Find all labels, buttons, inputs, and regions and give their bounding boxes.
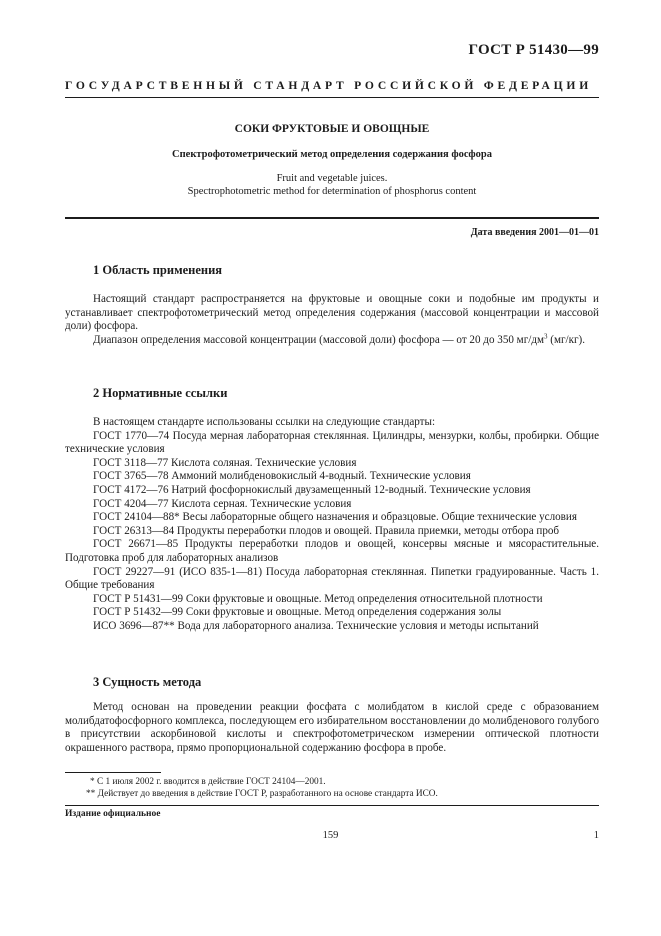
section-3-body [65, 701, 599, 755]
reference-item: ГОСТ 4172—76 Натрий фосфорнокислый двузамещенный 12-водный. Технические условия [93, 483, 531, 496]
reference-item: ГОСТ 24104—88* Весы лабораторные общего назначения и образцовые. Общие технические условия [93, 511, 577, 524]
footnotes [65, 776, 599, 800]
section-3-heading: 3 Сущность метода [93, 675, 202, 689]
introduction-date: Дата введения 2001—01—01 [470, 227, 599, 238]
reference-item: ГОСТ 1770—74 Посуда мерная лабораторная стеклянная. Цилиндры, мензурки, колбы, пробирки. Общие технические условия [65, 429, 599, 456]
english-title-line-1: Fruit and vegetable juices. [276, 173, 388, 184]
reference-item: ГОСТ 4204—77 Кислота серная. Технические условия [93, 497, 352, 510]
section-2-heading: 2 Нормативные ссылки [93, 386, 228, 400]
range-text: Диапазон определения массовой концентрации (массовой доли) фосфора — от 20 до 350 мг/дм [93, 333, 544, 346]
document-subtitle: Спектрофотометрический метод определения содержания фосфора [172, 149, 492, 160]
section-1-heading: 1 Область применения [93, 263, 223, 277]
reference-item: ГОСТ Р 51432—99 Соки фруктовые и овощные. Метод определения содержания золы [93, 606, 502, 619]
footnote-2: ** Действует до введения в действие ГОСТ Р, разработанного на основе стандарта ИСО. [86, 789, 438, 799]
reference-item: ГОСТ Р 51431—99 Соки фруктовые и овощные. Метод определения относительной плотности [93, 592, 543, 605]
reference-item: ГОСТ 29227—91 (ИСО 835-1—81) Посуда лабораторная стеклянная. Пипетки градуированные. Часть 1. Общие требования [65, 565, 599, 592]
document-title: СОКИ ФРУКТОВЫЕ И ОВОЩНЫЕ [234, 123, 430, 135]
section-1-paragraph-1: Настоящий стандарт распространяется на фруктовые и овощные соки и подобные им продукты и устанавливает спектрофотометрический метод определения содержания (массовой концентрации и массовой доли) фосфора. [65, 293, 599, 333]
unit-exponent: 3 [544, 332, 548, 341]
title-thick-rule [65, 217, 599, 219]
edition-label: Издание официальное [65, 809, 161, 819]
english-title-line-2: Spectrophotometric method for determination of phosphorus content [187, 186, 477, 197]
section-2-body [65, 416, 599, 634]
section-1-body [65, 293, 599, 347]
reference-item: ГОСТ 3118—77 Кислота соляная. Технические условия [93, 456, 357, 469]
header-rule [65, 97, 599, 98]
sheet-number: 1 [593, 830, 599, 841]
standard-code: ГОСТ Р 51430—99 [468, 42, 599, 58]
footnote-separator [65, 772, 161, 773]
standard-header-title: ГОСУДАРСТВЕННЫЙ СТАНДАРТ РОССИЙСКОЙ ФЕДЕРАЦИИ [65, 79, 592, 92]
reference-item: ГОСТ 26671—85 Продукты переработки плодов и овощей, консервы мясные и мясорастительные. Подготовка проб для лабораторных анализов [65, 538, 599, 564]
references-intro: В настоящем стандарте использованы ссылки на следующие стандарты: [93, 416, 436, 428]
reference-item: ИСО 3696—87** Вода для лабораторного анализа. Технические условия и методы испытаний [93, 619, 539, 632]
page-number: 159 [322, 830, 339, 841]
range-unit-text: (мг/кг). [547, 333, 586, 346]
footer-rule [65, 805, 599, 806]
footnote-1: * С 1 июля 2002 г. вводится в действие ГОСТ 24104—2001. [90, 777, 326, 787]
reference-item: ГОСТ 3765—78 Аммоний молибденовокислый 4-водный. Технические условия [93, 470, 471, 483]
section-3-paragraph-1: Метод основан на проведении реакции фосфата с молибдатом в кислой среде с образованием молибдатофосфорного комплекса, последующем его избирательном восстановлении до молибденового голубого в присутствии аскорбиновой кислоты и спектрофотометрическом измерении оптической плотности окрашенного раствора, прямо пропорциональной содержанию фосфора в пробе. [65, 701, 599, 754]
reference-item: ГОСТ 26313—84 Продукты переработки плодов и овощей. Правила приемки, методы отбора проб [93, 524, 560, 537]
section-1-paragraph-2 [65, 334, 599, 348]
